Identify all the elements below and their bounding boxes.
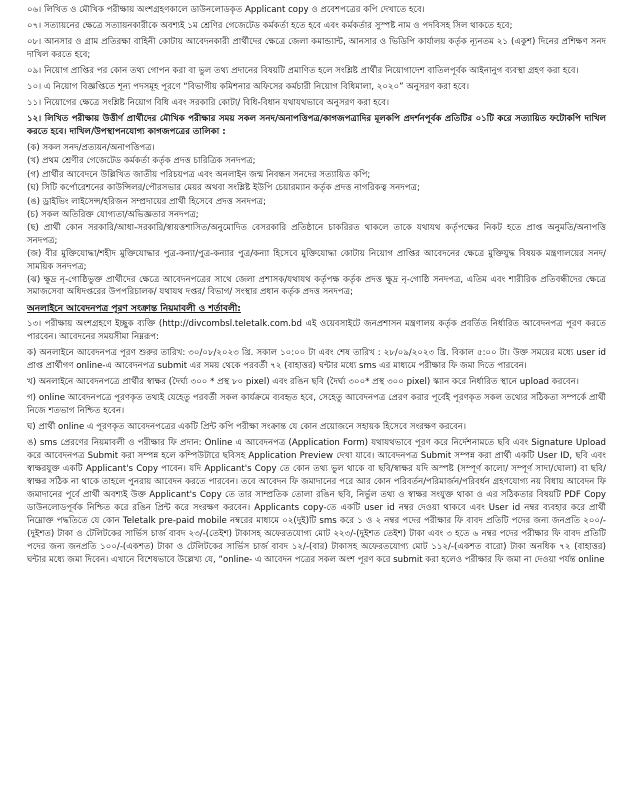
instruction-09: ০৯। নিয়োগ প্রাপ্তির পর কোন তথ্য গোপন করা বা ভুল তথ্য প্রদানের বিষয়টি প্রমাণিত হলে সংশ্লিষ্ট প্রার্থীর নিয়োগাদেশ বাতিলপূর্বক আইনানুগ ব্যবস্থা গ্রহণ করা হবে। [27, 66, 579, 76]
doc-chha: (ছ) প্রার্থী কোন সরকারি/আধা-সরকারি/স্বায়ত্তশাসিত/অনুমোদিত বেসরকারি প্রতিষ্ঠানে চাকরিরত থাকলে তাকে যথাযথ কর্তৃপক্ষের নিকট হতে প্রাপ্ত অনুমতি/অনাপত্তি সনদপত্র; [27, 223, 606, 246]
instruction-11: ১১। নিয়োগের ক্ষেত্রে সংশ্লিষ্ট নিয়োগ বিধি এবং সরকারি কোটা/ বিধি-বিধান যথাযথভাবে অনুসরণ করা হবে। [27, 98, 390, 108]
instruction-10: ১০। এ নিয়োগ বিজ্ঞপ্তিতে শূন্য পদসমূহ পূরণে “বিভাগীয় কমিশনার অফিসের কর্মচারী নিয়োগ বিধিমালা, ২০২০” অনুসরণ করা হবে। [27, 82, 470, 92]
document-list [27, 142, 606, 299]
doc-kha: (খ) প্রথম শ্রেণীর গেজেটেড কর্মকর্তা কর্তৃক প্রদত্ত চারিত্রিক সনদপত্র; [27, 156, 256, 167]
online-rules [27, 318, 606, 567]
doc-ja: (জ) বীর মুক্তিযোদ্ধা/শহীদ মুক্তিযোদ্ধার পুত্র-কন্যা/পুত্র-কন্যার পুত্র/কন্যা হিসেবে মুক্তিযোদ্ধা কোটায় নিয়োগ প্রাপ্তির আবেদনের ক্ষেত্রে মুক্তিযুদ্ধ বিষয়ক মন্ত্রণালয়ের সনদ/সাময়িক সনদপত্র; [27, 249, 606, 272]
rule-13: ১৩। পরীক্ষায় অংশগ্রহণে ইচ্ছুক ব্যক্তি (http://divcombsl.teletalk.com.bd এই ওয়েবসাইটে জনপ্রশাসন মন্ত্রণালয় কর্তৃক প্রবর্তিত নির্ধারিত আবেদনপত্র পূরণ করতে পারবেন। আবেদনের সময়সীমা নিম্নরূপ: [27, 318, 606, 342]
instruction-12: ১২। লিখিত পরীক্ষায় উত্তীর্ণ প্রার্থীদের মৌখিক পরীক্ষার সময় সকল সনদ/অনাপত্তিপত্র/কাগজপত্রাদির মূলকপি প্রদর্শনপূর্বক প্রতিটির ০১টি করে সত্যায়িত ফটোকপি দাখিল করতে হবে। দাখিল/উপস্থাপনযোগ্য কাগজপত্রের তালিকা : [27, 114, 606, 137]
rule-ga: গ) online আবেদনপত্রে পূরণকৃত তথ্যই যেহেতু পরবর্তী সকল কার্যক্রমে ব্যবহৃত হবে, সেহেতু আবেদনপত্র প্রেরণ করার পূর্বেই পূরণকৃত সকল তথ্যের সঠিকতা সম্পর্কে প্রার্থী নিজে শতভাগ নিশ্চিত হবেন। [27, 392, 606, 416]
doc-cha: (চ) সকল অতিরিক্ত যোগ্যতা/অভিজ্ঞতার সনদপত্র; [27, 210, 199, 221]
doc-uma: (ঙ) ড্রাইভিং লাইসেন্স/হরিজন সম্প্রদায়ের প্রার্থী হিসেবে প্রদত্ত সনদপত্র; [27, 196, 266, 207]
instructions-list [27, 4, 606, 110]
online-section-heading: অনলাইনে আবেদনপত্র পূরণ সংক্রান্ত নিয়মাবলী ও শর্তাবলী: [27, 303, 241, 314]
rule-uma: ঙ) sms প্রেরণের নিয়মাবলী ও পরীক্ষার ফি প্রদান: Online এ আবেদনপত্র (Application Form) যথাযথভাবে পূরণ করে নির্দেশনামতে ছবি এবং Signature Upload করে আবেদনপত্র Submit করা সম্পন্ন হলে কম্পিউটারে ছবিসহ Application Preview দেখা যাবে। আবেদনপত্র Submit সম্পন্ন করা প্রার্থী একটি User ID, ছবি এবং স্বাক্ষরযুক্ত একটি Applicant's Copy পাবেন। যদি Applicant's Copy তে কোন তথ্য ভুল থাকে বা ছবি/স্বাক্ষর যদি অস্পষ্ট (সম্পূর্ণ কালো/ সম্পূর্ণ সাদা/ঘোলা) বা ছবি/স্বাক্ষর সঠিক না থাকে তাহলে পুনরায় আবেদন করতে পারবেন। তবে আবেদন ফি জমাদানের পরে আর কোন পরিবর্তন/পরিমার্জন/পরিবর্ধন গ্রহণযোগ্য নয় বিধায় আবেদন ফি জমাদানের পূর্বে প্রার্থী অবশ্যই উক্ত Applicant's Copy তে তার সাম্প্রতিক তোলা রঙিন ছবি, নির্ভুল তথ্য ও স্বাক্ষর সংযুক্ত থাকা ও এর সঠিকতার বিষয়টি PDF Copy ডাউনলোডপূর্বক নিশ্চিত করে রঙিন প্রিন্ট করে সংরক্ষণ করবেন। Applicants copy-তে একটি user id নম্বর দেওয়া থাকবে এবং User id নম্বর ব্যবহার করে প্রার্থী নিম্নোক্ত পদ্ধতিতে যে কোন Teletalk pre-paid mobile নম্বরের মাধ্যমে ০২(দুই)টি sms করে ১ ও ২ নম্বর পদের পরীক্ষার ফি বাবদ প্রতিটি পদের জন্য জনপ্রতি ২০০/-(দুইশত) টাকা ও টেলিটকের সার্ভিস চার্জ বাবদ ২৩/-(তেইশ) টাকাসহ অফেরতযোগ্য মোট ২২৩/-(দুইশত তেইশ) টাকা এবং ৩ হতে ৬ নম্বর পদের পরীক্ষার ফি বাবদ প্রতিটি পদের জন্য জনপ্রতি ১০০/-(একশত) টাকা ও টেলিটকের সার্ভিস চার্জ বাবদ ১২/-(বার) টাকাসহ অফেরতযোগ্য মোট ১১২/-(একশত বারো) টাকা অনধিক ৭২ (বাহাত্তর) ঘন্টার মধ্যে জমা দিবেন। এখানে বিশেষভাবে উল্লেখ্য যে, “online- এ আবেদন পত্রের সকল অংশ পূরণ করে submit করা হলেও পরীক্ষার ফি জমা না দেওয়া পর্যন্ত online [27, 437, 606, 565]
doc-ga: (গ) প্রার্থীর আবেদনে উল্লিখিত জাতীয় পরিচয়পত্র এবং অনলাইন জন্ম নিবন্ধন সনদের সত্যায়িত কপি; [27, 169, 371, 180]
doc-gha: (ঘ) সিটি কর্পোরেশনের কাউন্সিলর/পৌরসভার মেয়র অথবা সংশ্লিষ্ট ইউপি চেয়ারম্যান কর্তৃক প্রদত্ত নাগরিকত্ব সনদপত্র; [27, 183, 420, 194]
rule-gha: ঘ) প্রার্থী online এ পূরণকৃত আবেদনপত্রের একটি প্রিন্ট কপি পরীক্ষা সংক্রান্ত যে কোন প্রয়োজনে সহায়ক হিসেবে সংরক্ষণ করবেন। [27, 421, 467, 432]
rule-ka: ক) অনলাইনে আবেদনপত্র পূরণ শুরুর তারিখ: ৩০/০৮/২০২৩ খ্রি. সকাল ১০:০০ টা এবং শেষ তারিখ : ২৮/০৯/২০২৩ খ্রি. বিকাল ৫:০০ টা। উক্ত সময়ের মধ্যে user id প্রাপ্ত প্রার্থীগণ online-এ আবেদনপত্র submit এর সময় থেকে পরবর্তী ৭২ (বাহাত্তর) ঘন্টার মধ্যে sms এর মাধ্যমে পরীক্ষার ফি জমা দিতে পারবেন। [27, 347, 606, 371]
doc-ka: (ক) সকল সনদ/প্রত্যয়ন/অনাপত্তিপত্র। [27, 143, 155, 153]
doc-jha: (ঝ) ক্ষুদ্র নৃ-গোষ্ঠিভুক্ত প্রার্থীদের ক্ষেত্রে আবেদনপত্রের সাথে জেলা প্রশাসক/যথাযথ কর্তৃপক্ষ কর্তৃক প্রদত্ত ক্ষুদ্র নৃ-গোষ্ঠি সনদপত্র, এতিম এবং শারীরিক প্রতিবন্ধীদের ক্ষেত্রে সমাজসেবা অধিদপ্তরের উপপরিচালক/ যথাযথ দপ্তর/ বিভাগ/ সংস্থার প্রধান কর্তৃক প্রদত্ত সনদপত্র; [27, 275, 606, 298]
rule-kha: খ) অনলাইনে আবেদনপত্রে প্রার্থীর স্বাক্ষর (দৈর্ঘ্য ৩০০ * প্রস্থ ৮০ pixel) এবং রঙিন ছবি (দৈর্ঘ্য ৩০০* প্রস্থ ৩০০ pixel) স্ক্যান করে নির্ধারিত স্থানে upload করবেন। [27, 376, 579, 387]
instruction-08: ০৮। আনসার ও গ্রাম প্রতিরক্ষা বাহিনী কোটায় আবেদনকারী প্রার্থীদের ক্ষেত্রে জেলা কমান্ড্যান্ট, আনসার ও ভিডিপি কার্যালয় কর্তৃক ন্যূনতম ২১ (একুশ) দিনের প্রশিক্ষণ সনদ দাখিল করতে হবে; [27, 37, 606, 60]
instruction-06: ০৬। লিখিত ও মৌখিক পরীক্ষায় অংশগ্রহণকালে ডাউনলোডকৃত Applicant copy ও প্রবেশপত্রের কপি দেখাতে হবে। [27, 5, 425, 15]
instruction-07: ০৭। সত্যায়নের ক্ষেত্রে সত্যায়নকারীকে অবশ্যই ১ম শ্রেণির গেজেটেড কর্মকর্তা হতে হবে এবং কর্মকর্তার সুস্পষ্ট নাম ও পদবিসহ সিল থাকতে হবে; [27, 21, 513, 31]
